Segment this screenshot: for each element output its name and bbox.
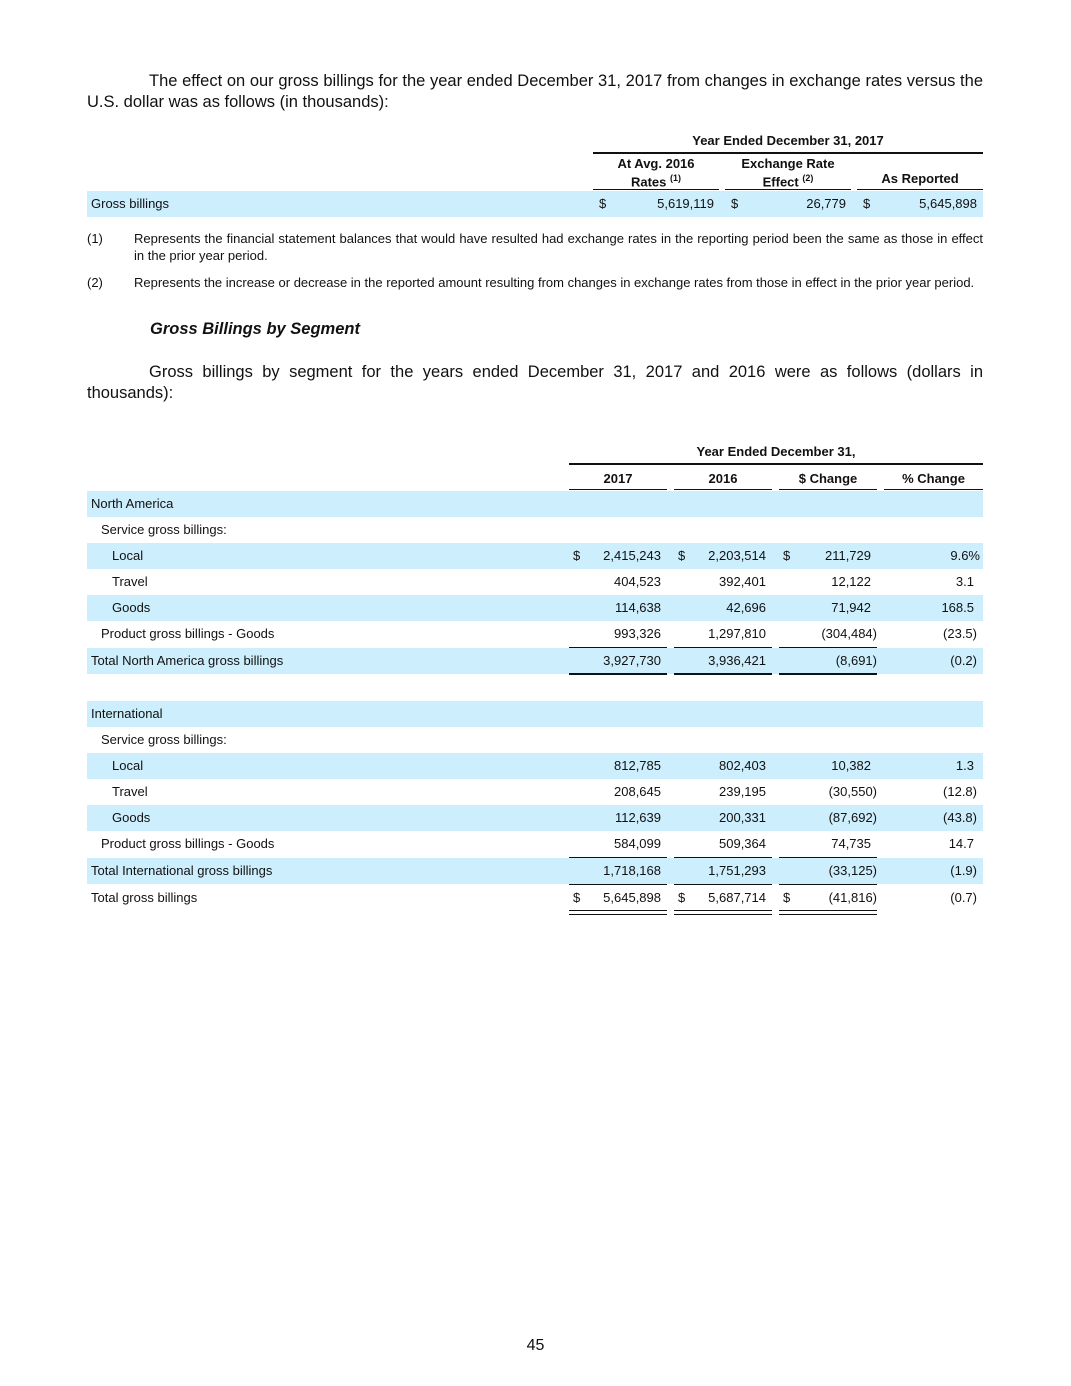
- seg-row-intl-travel: Travel 208,645 239,195 (30,550) (12.8): [112, 784, 977, 799]
- fx-col-exchange-rate-effect: Exchange Rate Effect $^{(2)}$: [741, 156, 835, 190]
- fx-col-as-reported: As Reported: [881, 171, 959, 186]
- section-heading: Gross Billings by Segment: [150, 320, 360, 338]
- footnote-1: (1) Represents the financial statement balances that would have resulted had exchange rates in the reporting period been the same as those in effect in the prior year period.: [87, 231, 983, 263]
- seg-row-intl-product: Product gross billings - Goods 584,099 509,364 74,735 14.7: [101, 836, 974, 851]
- seg-row-international: International: [87, 701, 983, 727]
- seg-col-2016: 2016: [708, 471, 738, 486]
- footnote-2: (2) Represents the increase or decrease in the reported amount resulting from changes in exchange rates from those in effect in the prior year period.: [87, 275, 975, 290]
- seg-row-intl-local: Local 812,785 802,403 10,382 1.3: [87, 753, 983, 779]
- page-number: 45: [526, 1337, 545, 1354]
- seg-col-dollar-change: $ Change: [798, 471, 858, 486]
- seg-col-percent-change: % Change: [902, 471, 965, 486]
- seg-row-north-america: North America: [87, 491, 983, 517]
- seg-row-na-service-header: Service gross billings:: [101, 522, 227, 537]
- seg-period-header: Year Ended December 31,: [696, 444, 856, 459]
- segment-table: [87, 440, 983, 920]
- fx-col-at-avg-rates: At Avg. 2016 Rates $^{(1)}$: [617, 156, 695, 190]
- seg-row-intl-service-header: Service gross billings:: [101, 732, 227, 747]
- seg-row-na-travel: Travel 404,523 392,401 12,122 3.1: [112, 574, 974, 589]
- fx-row-gross-billings: Gross billings $ 5,619,119 $ 26,779 $ 5,645,898: [87, 191, 983, 217]
- seg-row-intl-total: Total International gross billings 1,718,168 1,751,293 (33,125) (1.9): [87, 858, 983, 884]
- seg-header-rule: [569, 463, 983, 465]
- fx-period-header: Year Ended December 31, 2017: [692, 133, 884, 148]
- seg-row-na-goods: Goods 114,638 42,696 71,942 168.5: [87, 595, 983, 621]
- seg-row-total-gross-billings: Total gross billings $ 5,645,898 $ 5,687,714 $ (41,816) (0.7): [91, 890, 977, 905]
- segment-intro-paragraph: Gross billings by segment for the years ended December 31, 2017 and 2016 were as follows (dollars in thousands):: [87, 363, 983, 402]
- seg-row-na-product: Product gross billings - Goods 993,326 1,297,810 (304,484) (23.5): [101, 626, 977, 641]
- fx-header-rule: [593, 152, 983, 154]
- seg-col-2017: 2017: [603, 471, 633, 486]
- fx-table: [87, 130, 983, 220]
- seg-row-na-total: Total North America gross billings 3,927,730 3,936,421 (8,691) (0.2): [87, 648, 983, 674]
- seg-row-na-local: Local $ 2,415,243 $ 2,203,514 $ 211,729 9.6%: [87, 543, 983, 569]
- seg-row-intl-goods: Goods 112,639 200,331 (87,692) (43.8): [87, 805, 983, 831]
- intro-paragraph: The effect on our gross billings for the year ended December 31, 2017 from changes in exchange rates versus the U.S. dollar was as follows (in thousands):: [87, 72, 983, 111]
